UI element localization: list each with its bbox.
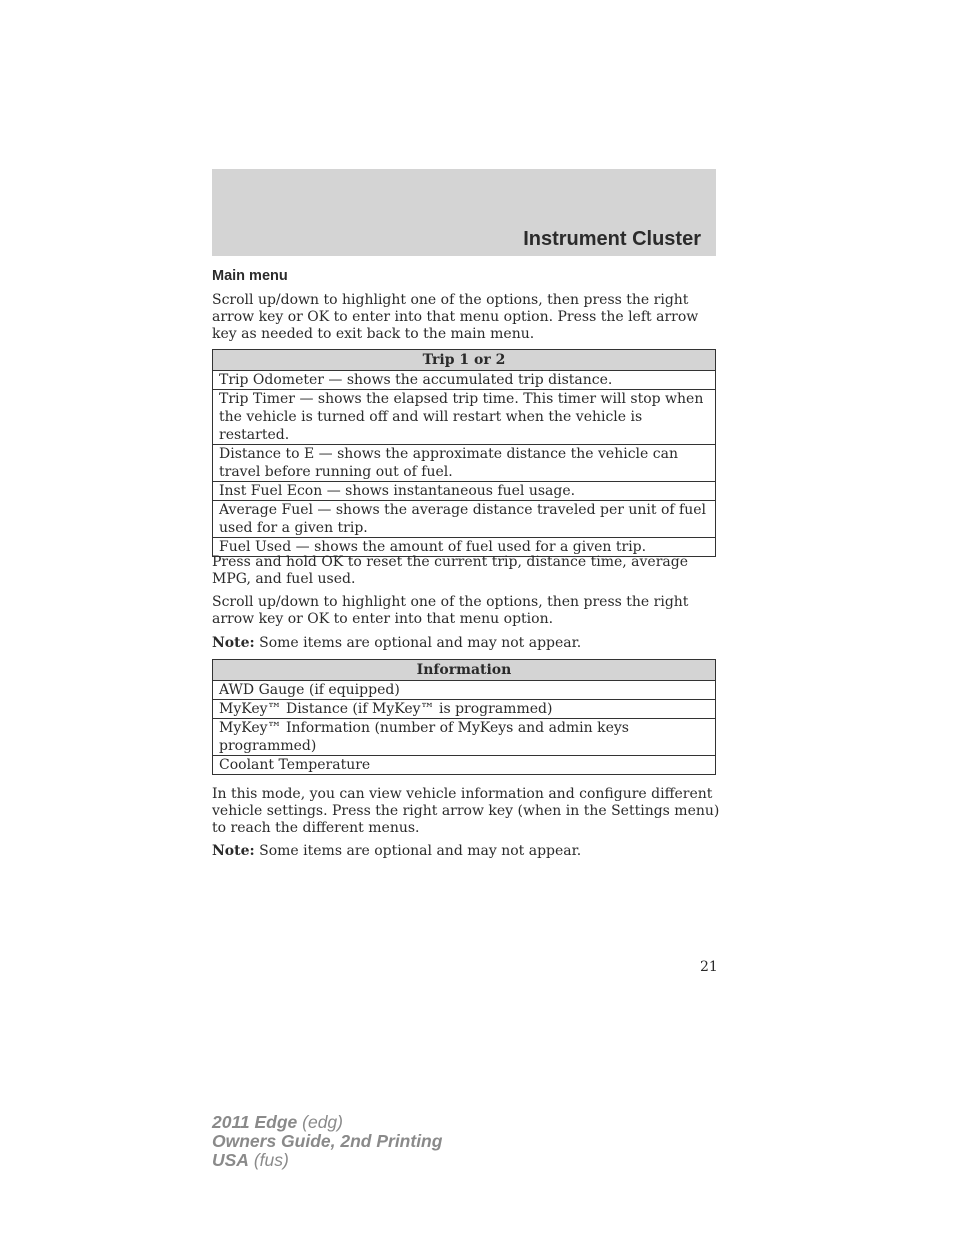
information-table-header: Information (213, 660, 716, 681)
section-heading: Main menu (212, 268, 288, 284)
information-table (212, 659, 716, 775)
table-row: MyKey™ Information (number of MyKeys and admin keys programmed) (213, 719, 716, 756)
page-number: 21 (700, 959, 718, 975)
note-paragraph-2 (212, 843, 720, 860)
table-row: Fuel Used — shows the amount of fuel used for a given trip. (213, 538, 716, 557)
scroll-paragraph: Scroll up/down to highlight one of the options, then press the right arrow key or OK to enter into that menu option. (212, 594, 689, 627)
table-row: Trip Odometer — shows the accumulated trip distance. (213, 371, 716, 390)
mode-paragraph: In this mode, you can view vehicle information and configure different vehicle settings. Press the right arrow key (when in the Settings menu) to reach the different menus. (212, 786, 720, 836)
note-paragraph (212, 635, 720, 652)
header-band (212, 169, 716, 256)
note-text: Some items are optional and may not appear. (254, 843, 582, 859)
chapter-title: Instrument Cluster (523, 228, 701, 250)
reset-paragraph: Press and hold OK to reset the current trip, distance time, average MPG, and fuel used. (212, 554, 688, 587)
table-row: AWD Gauge (if equipped) (213, 681, 716, 700)
table-row: MyKey™ Distance (if MyKey™ is programmed) (213, 700, 716, 719)
table-row: Distance to E — shows the approximate distance the vehicle can travel before running out of fuel. (213, 445, 716, 482)
footer-market-code: (fus) (248, 1150, 289, 1170)
note-text: Some items are optional and may not appear. (254, 635, 582, 651)
table-row: Coolant Temperature (213, 756, 716, 775)
footer-market: USA (212, 1150, 249, 1170)
footer-model-line (212, 1113, 442, 1132)
table-row: Inst Fuel Econ — shows instantaneous fuel usage. (213, 482, 716, 501)
footer (212, 1113, 442, 1170)
footer-model-code: (edg) (297, 1112, 343, 1132)
trip-table-header: Trip 1 or 2 (213, 350, 716, 371)
footer-guide: Owners Guide, 2nd Printing (212, 1131, 443, 1151)
intro-paragraph: Scroll up/down to highlight one of the options, then press the right arrow key or OK to enter into that menu option. Press the left arrow key as needed to exit back to the main menu. (212, 292, 699, 342)
table-row: Trip Timer — shows the elapsed trip time. This timer will stop when the vehicle is turned off and will restart when the vehicle is restarted. (213, 390, 716, 445)
note-label: Note: (212, 843, 255, 859)
table-row: Average Fuel — shows the average distance traveled per unit of fuel used for a given trip. (213, 501, 716, 538)
footer-guide-line (212, 1132, 442, 1151)
footer-model: 2011 Edge (212, 1112, 298, 1132)
footer-market-line (212, 1151, 442, 1170)
trip-table (212, 349, 716, 557)
note-label: Note: (212, 635, 255, 651)
